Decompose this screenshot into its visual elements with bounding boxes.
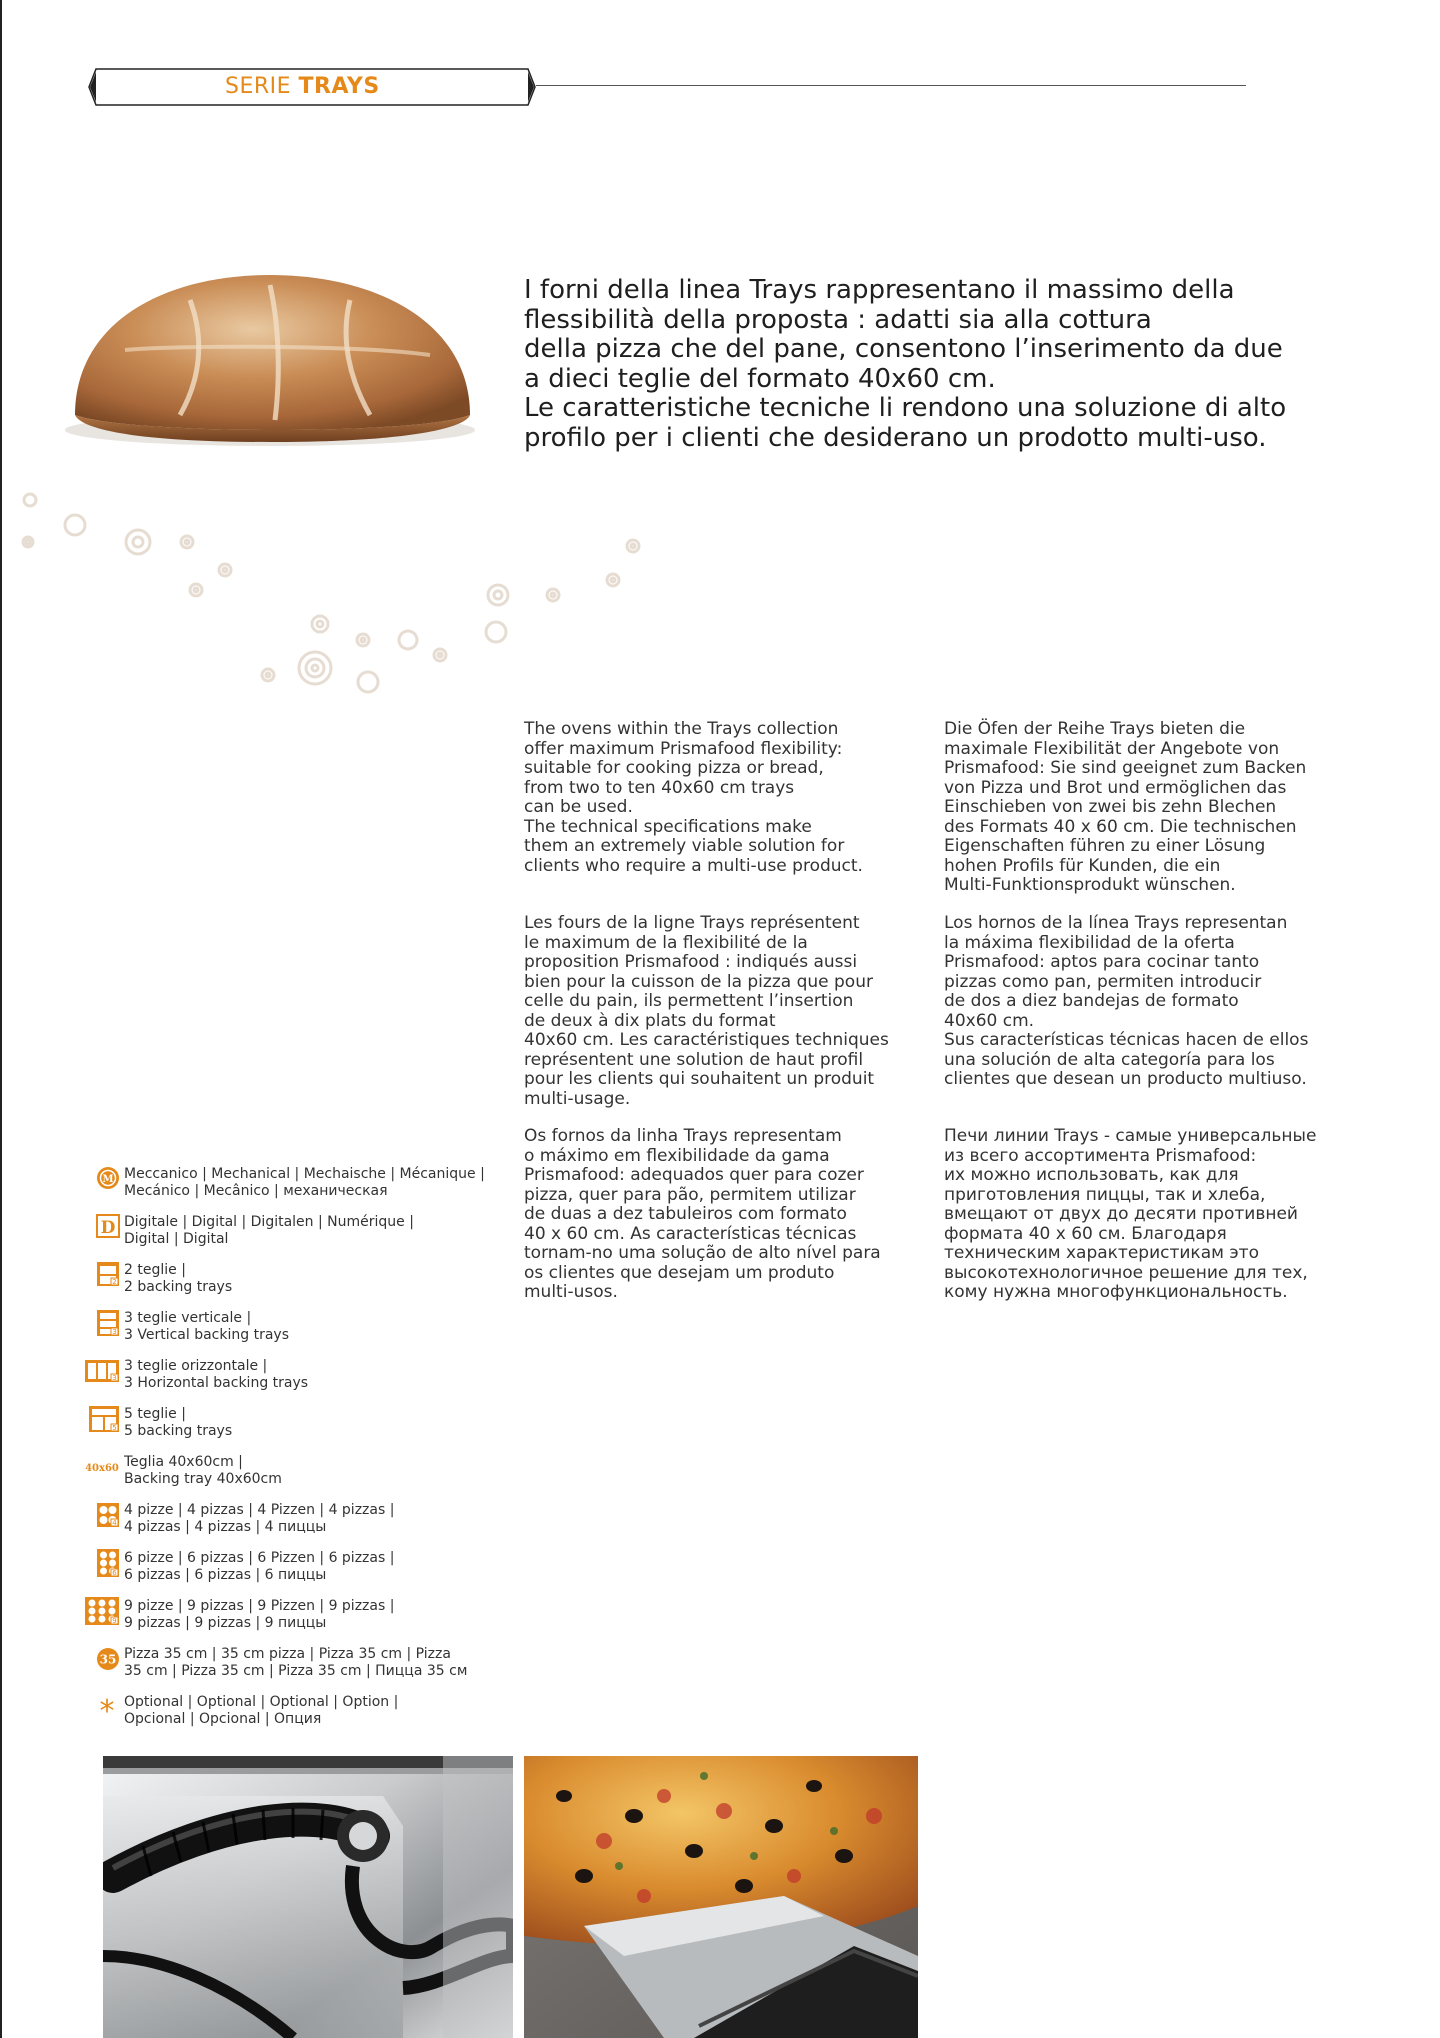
tray-size-40x60-icon (82, 1452, 124, 1482)
svg-text:M: M (102, 1174, 114, 1185)
intro-italian: I forni della linea Trays rappresentano il massimo della flessibilità della proposta : adatti sia alla cottura della pizza che del pane, consentono l’inserimento da due a dieci teglie del formato 40x60 cm. Le caratteristiche tecniche li rendono una soluzione di alto profilo per i clienti che desiderano un prodotto multi-uso. (524, 275, 1287, 453)
svg-text:3: 3 (112, 1374, 117, 1382)
three-horizontal-trays-icon (84, 1356, 124, 1386)
pizza-35cm-icon (96, 1644, 124, 1674)
legend-text-three-horizontal: 3 teglie orizzontale | 3 Horizontal backing trays (124, 1358, 309, 1391)
text-russian: Печи линии Trays - самые универсальные из всего ассортимента Prismafood: их можно использовать, как для приготовления пиццы, так и хлеба, вмещают от двух до десяти противней формата 40 x 60 см. Благодаря техническим характеристикам это высокотехнологичное решение для тех, кому нужна многофункциональность. (944, 1126, 1317, 1302)
svg-text:6: 6 (112, 1569, 117, 1577)
legend-text-six-pizzas: 6 pizze | 6 pizzas | 6 Pizzen | 6 pizzas | 6 pizzas | 6 pizzas | 6 пиццы (124, 1550, 395, 1583)
svg-text:D: D (100, 1218, 116, 1238)
legend-text-digital: Digitale | Digital | Digitalen | Numérique | Digital | Digital (124, 1214, 414, 1247)
six-pizzas-icon (96, 1548, 124, 1578)
oven-handle-photo (103, 1756, 513, 2038)
svg-text:5: 5 (112, 1424, 117, 1432)
legend-text-optional: Optional | Optional | Optional | Option | Opcional | Opcional | Опция (124, 1694, 399, 1727)
optional-asterisk-icon (96, 1692, 124, 1722)
svg-text:3: 3 (112, 1328, 117, 1336)
legend-text-two-trays: 2 teglie | 2 backing trays (124, 1262, 233, 1295)
legend-text-pizza-35: Pizza 35 cm | 35 cm pizza | Pizza 35 cm | Pizza 35 cm | Pizza 35 cm | Pizza 35 cm | Пицца 35 см (124, 1646, 468, 1679)
text-spanish: Los hornos de la línea Trays representan la máxima flexibilidad de la oferta Prismafood: aptos para cocinar tanto pizzas como pan, permiten introducir de dos a diez bandejas de formato 40x60 cm. Sus características técnicas hacen de ellos una solución de alta categoría para los clientes que desean un producto multiuso. (944, 913, 1309, 1089)
svg-text:35: 35 (99, 1652, 117, 1667)
series-name: TRAYS (298, 74, 380, 99)
digital-d-icon (96, 1212, 124, 1242)
legend-text-nine-pizzas: 9 pizze | 9 pizzas | 9 Pizzen | 9 pizzas | 9 pizzas | 9 pizzas | 9 пиццы (124, 1598, 395, 1631)
text-portuguese: Os fornos da linha Trays representam o máximo em flexibilidade da gama Prismafood: adequados quer para cozer pizza, quer para pão, permitem utilizar de duas a dez tabuleiros com formato 40 x 60 cm. As características técnicas tornam-no uma solução de alto nível para os clientes que desejam um produto multi-usos. (524, 1126, 881, 1302)
page-edge-line (0, 0, 2, 2038)
svg-text:2: 2 (112, 1278, 117, 1286)
section-header-tab (88, 68, 536, 106)
legend-text-four-pizzas: 4 pizze | 4 pizzas | 4 Pizzen | 4 pizzas | 4 pizzas | 4 pizzas | 4 пиццы (124, 1502, 395, 1535)
bread-photo (30, 230, 520, 488)
five-trays-icon (88, 1404, 124, 1434)
four-pizzas-icon (96, 1500, 124, 1530)
svg-text:*: * (99, 1694, 115, 1722)
decorative-circles (0, 470, 660, 700)
series-title (225, 74, 380, 99)
svg-text:40x60: 40x60 (85, 1463, 119, 1474)
text-english: The ovens within the Trays collection offer maximum Prismafood flexibility: suitable for cooking pizza or bread, from two to ten 40x60 cm trays can be used. The technical specifications make them an extremely viable solution for clients who require a multi-use product. (524, 719, 863, 876)
header-rule (536, 85, 1246, 86)
svg-text:9: 9 (112, 1617, 117, 1625)
text-german: Die Öfen der Reihe Trays bieten die maximale Flexibilität der Angebote von Prismafood: Sie sind geeignet zum Backen von Pizza und Brot und ermöglichen das Einschieben von zwei bis zehn Blechen des Formats 40 x 60 cm. Die technischen Eigenschaften führen zu einer Lösung hohen Profils für Kunden, die ein Multi-Funktionsprodukt wünschen. (944, 719, 1307, 895)
text-french: Les fours de la ligne Trays représentent le maximum de la flexibilité de la proposition Prismafood : indiqués aussi bien pour la cuisson de la pizza que pour celle du pain, ils permettent l’insertion de deux à dix plats du format 40x60 cm. Les caractéristiques techniques représentent une solution de haut profil pour les clients qui souhaitent un produit multi-usage. (524, 913, 889, 1109)
pizza-photo (524, 1756, 918, 2038)
three-vertical-trays-icon (96, 1308, 124, 1338)
legend-text-three-vertical: 3 teglie verticale | 3 Vertical backing trays (124, 1310, 289, 1343)
svg-text:4: 4 (112, 1519, 117, 1527)
legend-text-tray-size: Teglia 40x60cm | Backing tray 40x60cm (124, 1454, 282, 1487)
legend-text-mechanical: Meccanico | Mechanical | Mechaische | Mécanique | Mecánico | Mecânico | механическая (124, 1166, 485, 1199)
mechanical-dial-icon (96, 1164, 124, 1194)
nine-pizzas-icon (84, 1596, 124, 1626)
series-label: SERIE (225, 74, 292, 99)
two-trays-icon (96, 1260, 124, 1290)
legend-text-five-trays: 5 teglie | 5 backing trays (124, 1406, 233, 1439)
